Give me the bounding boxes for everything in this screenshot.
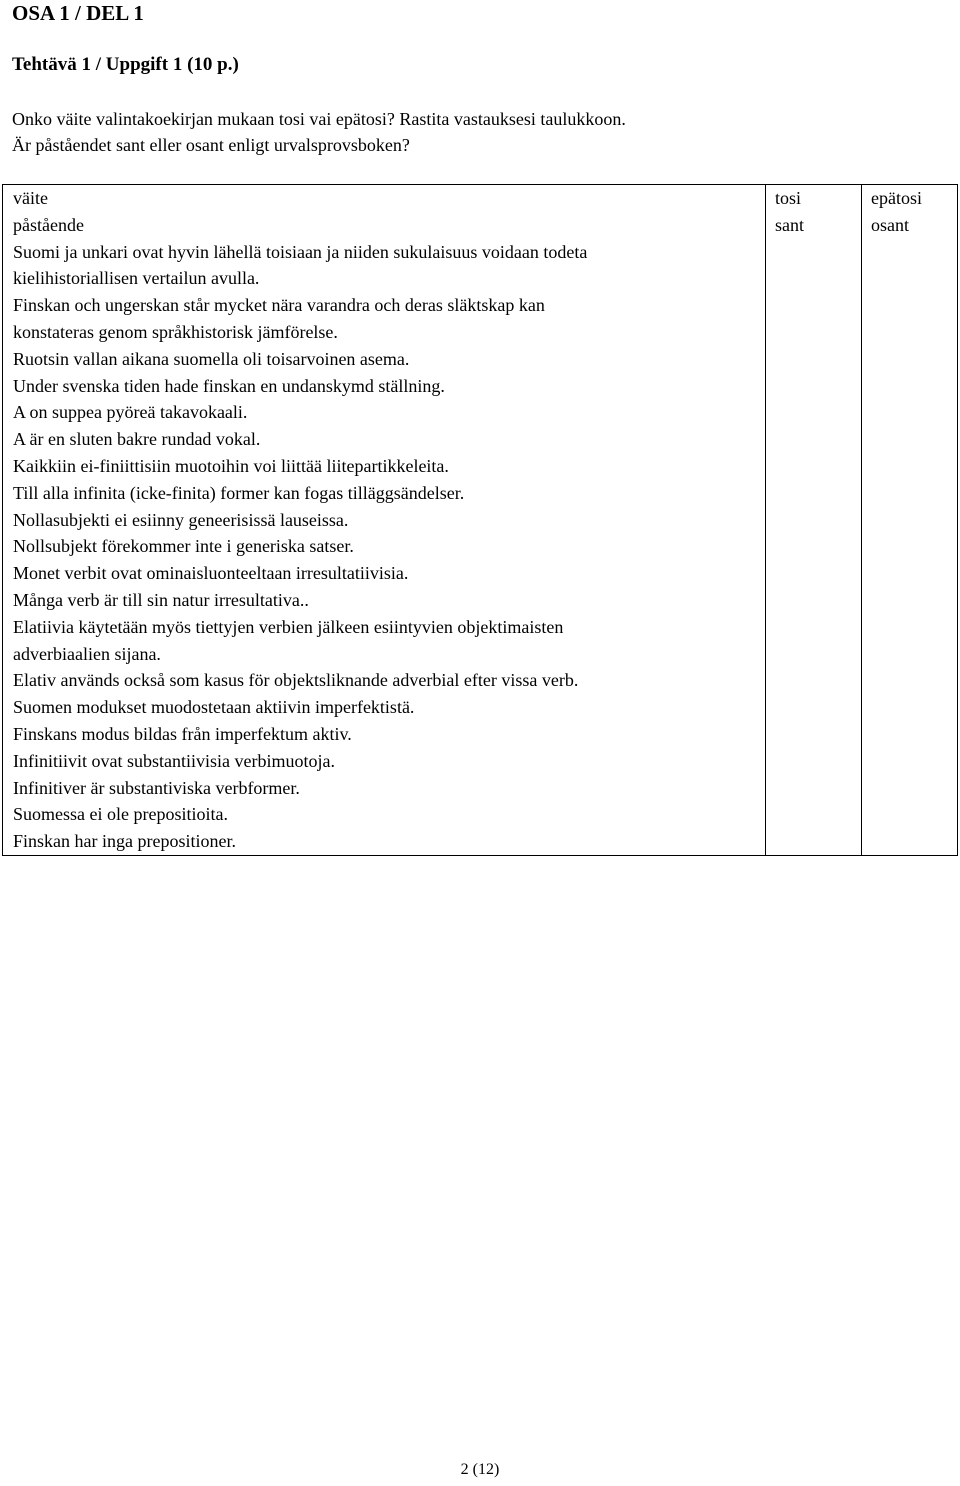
false-header-sv: osant: [871, 214, 909, 235]
statement-line: Monet verbit ovat ominaisluonteeltaan irresultatiivisia.: [13, 563, 409, 584]
statement-line: Många verb är till sin natur irresultativa..: [13, 589, 309, 610]
statement-header-cell: [3, 185, 766, 856]
answer-table: [2, 184, 958, 856]
statement-line: Finskan har inga prepositioner.: [13, 831, 236, 852]
statement-header-fi: väite: [13, 188, 48, 208]
statement-line: A on suppea pyöreä takavokaali.: [13, 402, 248, 423]
statement-line: Nollsubjekt förekommer inte i generiska satser.: [13, 536, 354, 557]
statement-line: Ruotsin vallan aikana suomella oli toisarvoinen asema.: [13, 348, 410, 369]
statement-line: Elatiivia käytetään myös tiettyjen verbien jälkeen esiintyvien objektimaisten: [13, 616, 564, 637]
statement-line: Kaikkiin ei-finiittisiin muotoihin voi liittää liitepartikkeleita.: [13, 455, 449, 476]
statement-line: Suomen modukset muodostetaan aktiivin imperfektistä.: [13, 697, 415, 718]
instructions: [12, 106, 942, 158]
statement-line: Infinitiivit ovat substantiivisia verbimuotoja.: [13, 750, 335, 771]
statement-line: A är en sluten bakre rundad vokal.: [13, 429, 261, 450]
table-header-row: [3, 185, 958, 856]
section-title: OSA 1 / DEL 1: [12, 1, 144, 25]
false-answer-cell[interactable]: [862, 185, 958, 856]
false-header-fi: epätosi: [871, 188, 922, 208]
statement-line: konstateras genom språkhistorisk jämförelse.: [13, 321, 338, 342]
statement-line: Suomessa ei ole prepositioita.: [13, 804, 228, 825]
true-header-sv: sant: [775, 214, 804, 235]
statement-line: Nollasubjekti ei esiinny geneerisissä lauseissa.: [13, 509, 349, 530]
page-number: 2 (12): [460, 1461, 500, 1478]
statement-line: Finskans modus bildas från imperfektum aktiv.: [13, 723, 352, 744]
statement-line: adverbiaalien sijana.: [13, 643, 161, 664]
instructions-fi: Onko väite valintakoekirjan mukaan tosi vai epätosi? Rastita vastauksesi taulukkoon.: [12, 109, 626, 129]
statement-line: Under svenska tiden hade finskan en undanskymd ställning.: [13, 375, 445, 396]
instructions-sv: Är påståendet sant eller osant enligt urvalsprovsboken?: [12, 135, 410, 155]
statement-line: Infinitiver är substantiviska verbformer.: [13, 777, 300, 798]
true-header-fi: tosi: [775, 188, 802, 208]
statement-line: Till alla infinita (icke-finita) former kan fogas tilläggsändelser.: [13, 482, 465, 503]
statement-line: kielihistoriallisen vertailun avulla.: [13, 268, 260, 289]
task-title: Tehtävä 1 / Uppgift 1 (10 p.): [12, 54, 239, 75]
statement-line: Suomi ja unkari ovat hyvin lähellä toisiaan ja niiden sukulaisuus voidaan todeta: [13, 241, 588, 262]
statement-header-sv: påstående: [13, 214, 84, 235]
true-answer-cell[interactable]: [766, 185, 862, 856]
statement-line: Finskan och ungerskan står mycket nära varandra och deras släktskap kan: [13, 295, 545, 316]
statement-line: Elativ används också som kasus för objektsliknande adverbial efter vissa verb.: [13, 670, 579, 691]
